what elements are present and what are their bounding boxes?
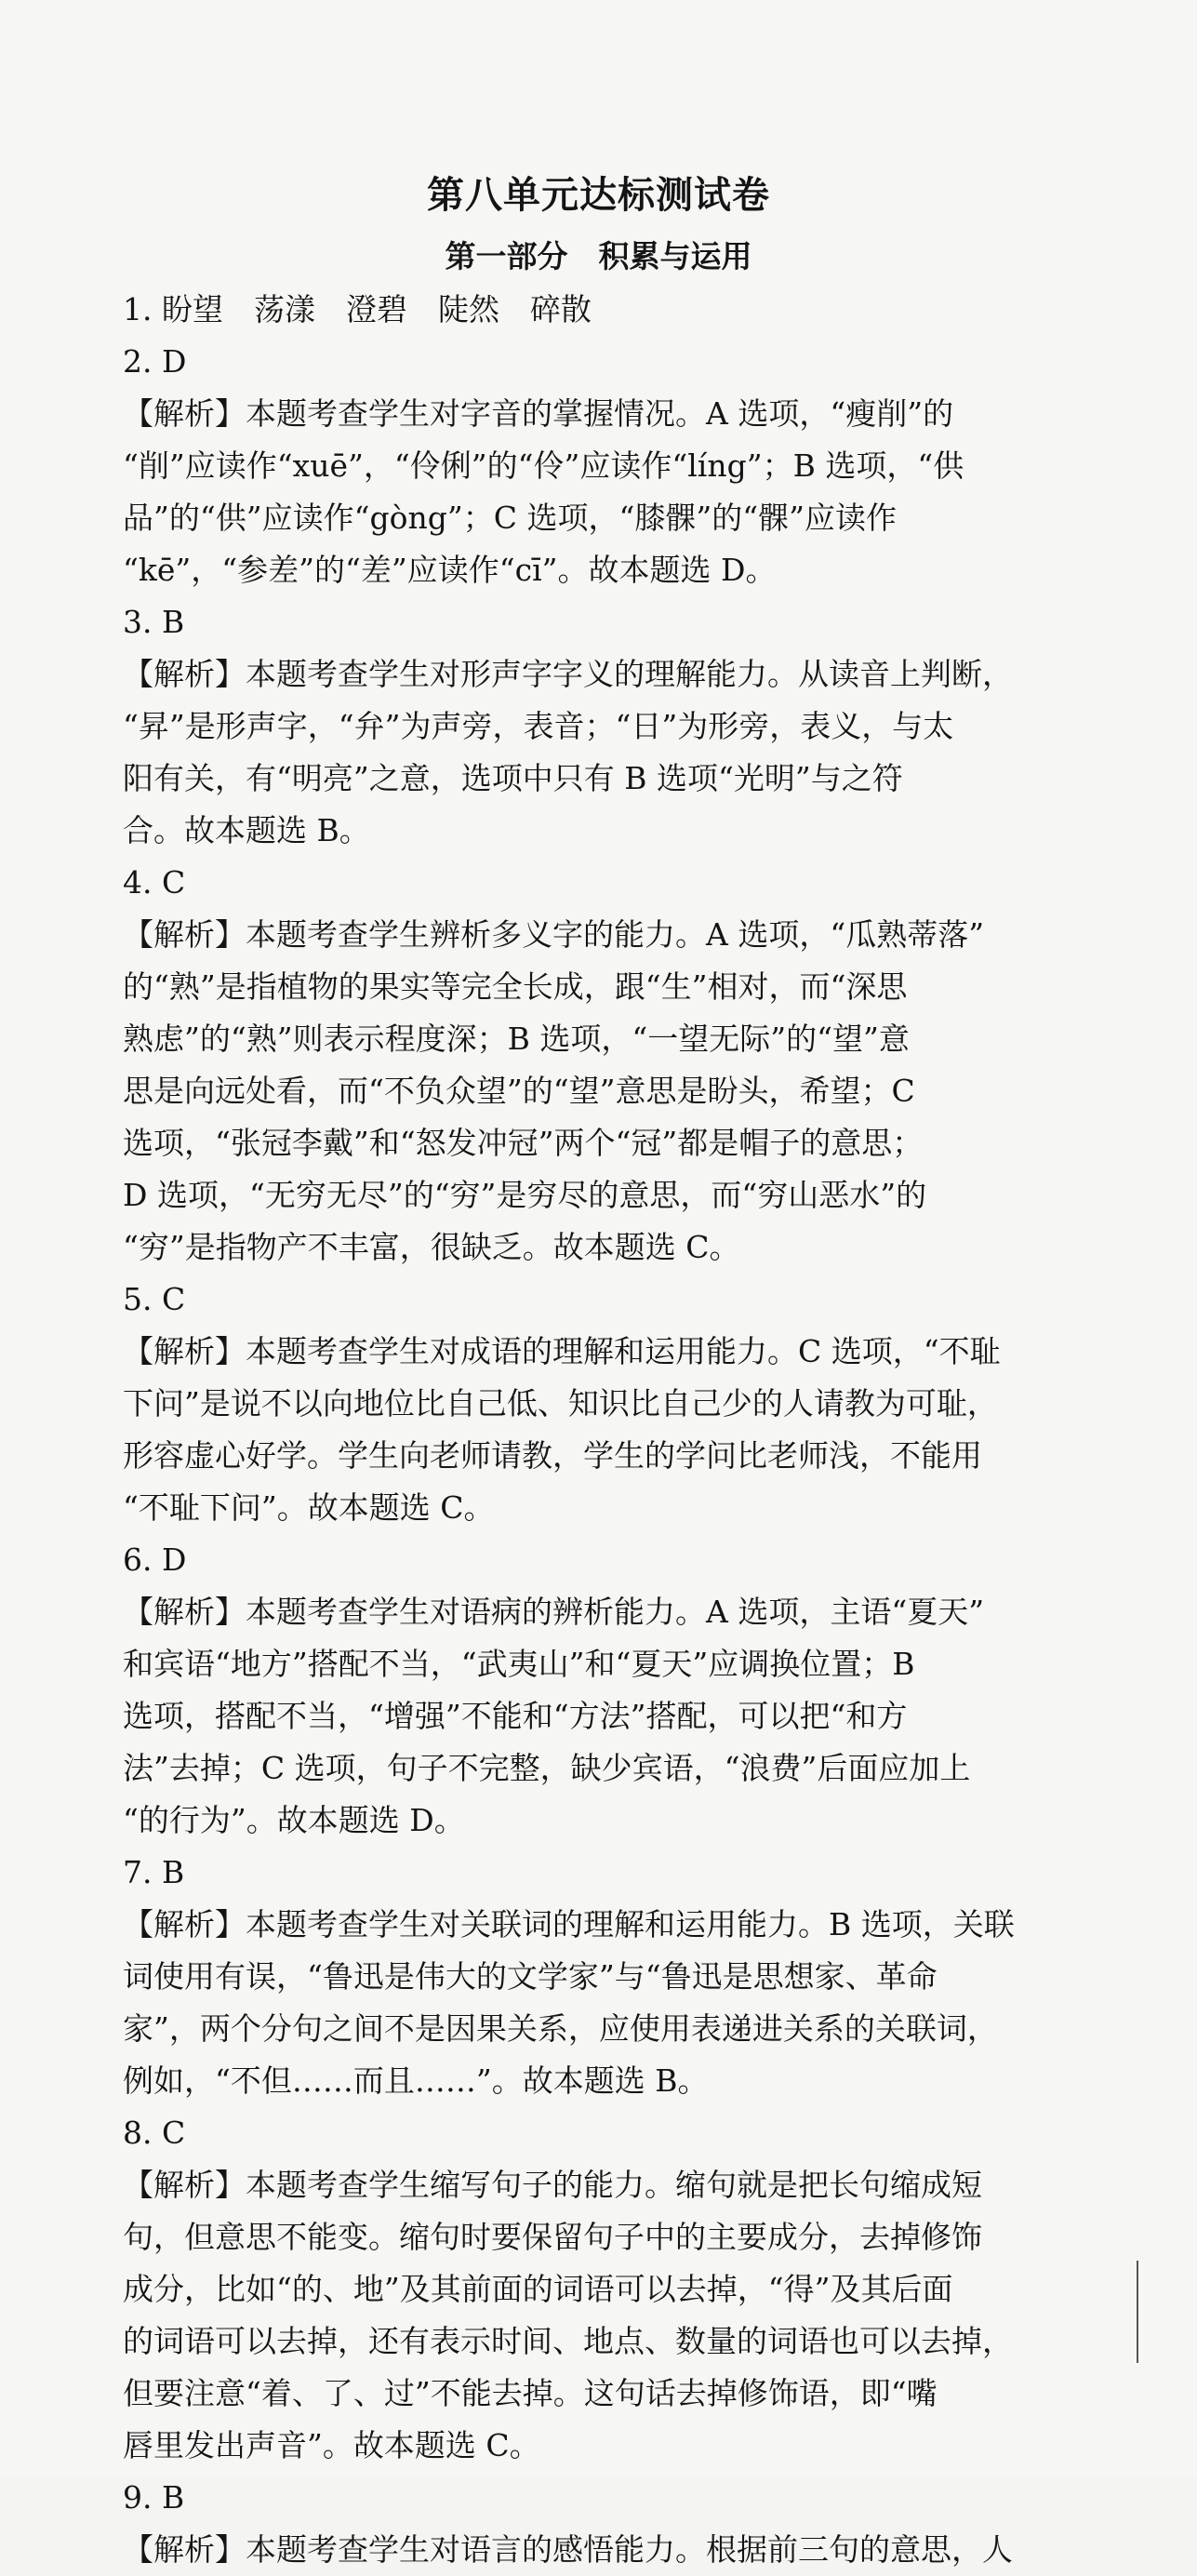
analysis-line: 例如，“不但……而且……”。故本题选 B。: [123, 2062, 709, 2099]
analysis-line: 熟虑”的“熟”则表示程度深；B 选项，“一望无际”的“望”意: [123, 1021, 910, 1057]
analysis-line: “的行为”。故本题选 D。: [123, 1802, 465, 1838]
analysis-line: “昇”是形声字，“弁”为声旁，表音；“日”为形旁，表义，与太: [123, 708, 954, 744]
analysis-line: 选项，搭配不当，“增强”不能和“方法”搭配，可以把“和方: [123, 1698, 908, 1734]
analysis-line: 词使用有误，“鲁迅是伟大的文学家”与“鲁迅是思想家、革命: [123, 1958, 938, 1995]
answer-line: 3. B: [123, 604, 185, 640]
analysis-line: 【解析】本题考查学生对字音的掌握情况。A 选项，“瘦削”的: [123, 395, 954, 432]
answer-line: 2. D: [123, 343, 187, 380]
answer-line: 5. C: [123, 1281, 186, 1317]
analysis-line: 和宾语“地方”搭配不当，“武夷山”和“夏天”应调换位置；B: [123, 1646, 915, 1682]
answer-content: [123, 284, 1127, 2576]
analysis-line: 【解析】本题考查学生对成语的理解和运用能力。C 选项，“不耻: [123, 1333, 1001, 1369]
analysis-line: 但要注意“着、了、过”不能去掉。这句话去掉修饰语，即“嘴: [123, 2375, 938, 2411]
analysis-line: 句，但意思不能变。缩句时要保留句子中的主要成分，去掉修饰: [123, 2219, 982, 2255]
analysis-line: 阳有关，有“明亮”之意，选项中只有 B 选项“光明”与之符: [123, 760, 903, 796]
section-heading: 第一部分 积累与运用: [445, 238, 752, 274]
answer-line: 6. D: [123, 1542, 187, 1578]
analysis-line: 【解析】本题考查学生对语病的辨析能力。A 选项，主语“夏天”: [123, 1594, 985, 1630]
analysis-line: 【解析】本题考查学生缩写句子的能力。缩句就是把长句缩成短: [123, 2167, 982, 2203]
analysis-line: 家”，两个分句之间不是因果关系，应使用表递进关系的关联词，: [123, 2010, 998, 2047]
page-edge-rule: [1137, 2261, 1138, 2363]
analysis-line: “削”应读作“xuē”，“伶俐”的“伶”应读作“líng”；B 选项，“供: [123, 447, 964, 484]
answer-line: 8. C: [123, 2115, 186, 2151]
analysis-line: 的词语可以去掉，还有表示时间、地点、数量的词语也可以去掉，: [123, 2323, 1013, 2359]
analysis-line: 思是向远处看，而“不负众望”的“望”意思是盼头，希望；C: [123, 1073, 915, 1109]
answer-line: 7. B: [123, 1854, 185, 1890]
analysis-line: 形容虚心好学。学生向老师请教，学生的学问比老师浅，不能用: [123, 1437, 982, 1474]
analysis-line: 法”去掉；C 选项，句子不完整，缺少宾语，“浪费”后面应加上: [123, 1750, 971, 1786]
analysis-line: 品”的“供”应读作“gòng”；C 选项，“膝髁”的“髁”应读作: [123, 500, 897, 536]
analysis-line: “kē”，“参差”的“差”应读作“cī”。故本题选 D。: [123, 552, 777, 588]
analysis-line: 唇里发出声音”。故本题选 C。: [123, 2427, 540, 2463]
answer-line: 1. 盼望 荡漾 澄碧 陡然 碎散: [123, 291, 592, 327]
analysis-line: 【解析】本题考查学生对语言的感悟能力。根据前三句的意思，人: [123, 2531, 1013, 2568]
analysis-line: “不耻下问”。故本题选 C。: [123, 1489, 495, 1526]
analysis-line: 合。故本题选 B。: [123, 812, 370, 848]
page-title: 第八单元达标测试卷: [427, 174, 770, 217]
analysis-line: 下问”是说不以向地位比自己低、知识比自己少的人请教为可耻，: [123, 1385, 998, 1421]
analysis-line: 选项，“张冠李戴”和“怒发冲冠”两个“冠”都是帽子的意思；: [123, 1125, 924, 1161]
analysis-line: 【解析】本题考查学生对关联词的理解和运用能力。B 选项，关联: [123, 1906, 1015, 1942]
analysis-line: “穷”是指物产不丰富，很缺乏。故本题选 C。: [123, 1229, 740, 1265]
analysis-line: 的“熟”是指植物的果实等完全长成，跟“生”相对，而“深思: [123, 968, 908, 1005]
analysis-line: 【解析】本题考查学生辨析多义字的能力。A 选项，“瓜熟蒂落”: [123, 916, 985, 953]
analysis-line: 【解析】本题考查学生对形声字字义的理解能力。从读音上判断，: [123, 656, 1013, 692]
answer-line: 9. B: [123, 2479, 185, 2516]
answer-line: 4. C: [123, 864, 186, 901]
analysis-line: D 选项，“无穷无尽”的“穷”是穷尽的意思，而“穷山恶水”的: [123, 1177, 927, 1213]
analysis-line: 成分，比如“的、地”及其前面的词语可以去掉，“得”及其后面: [123, 2271, 953, 2307]
